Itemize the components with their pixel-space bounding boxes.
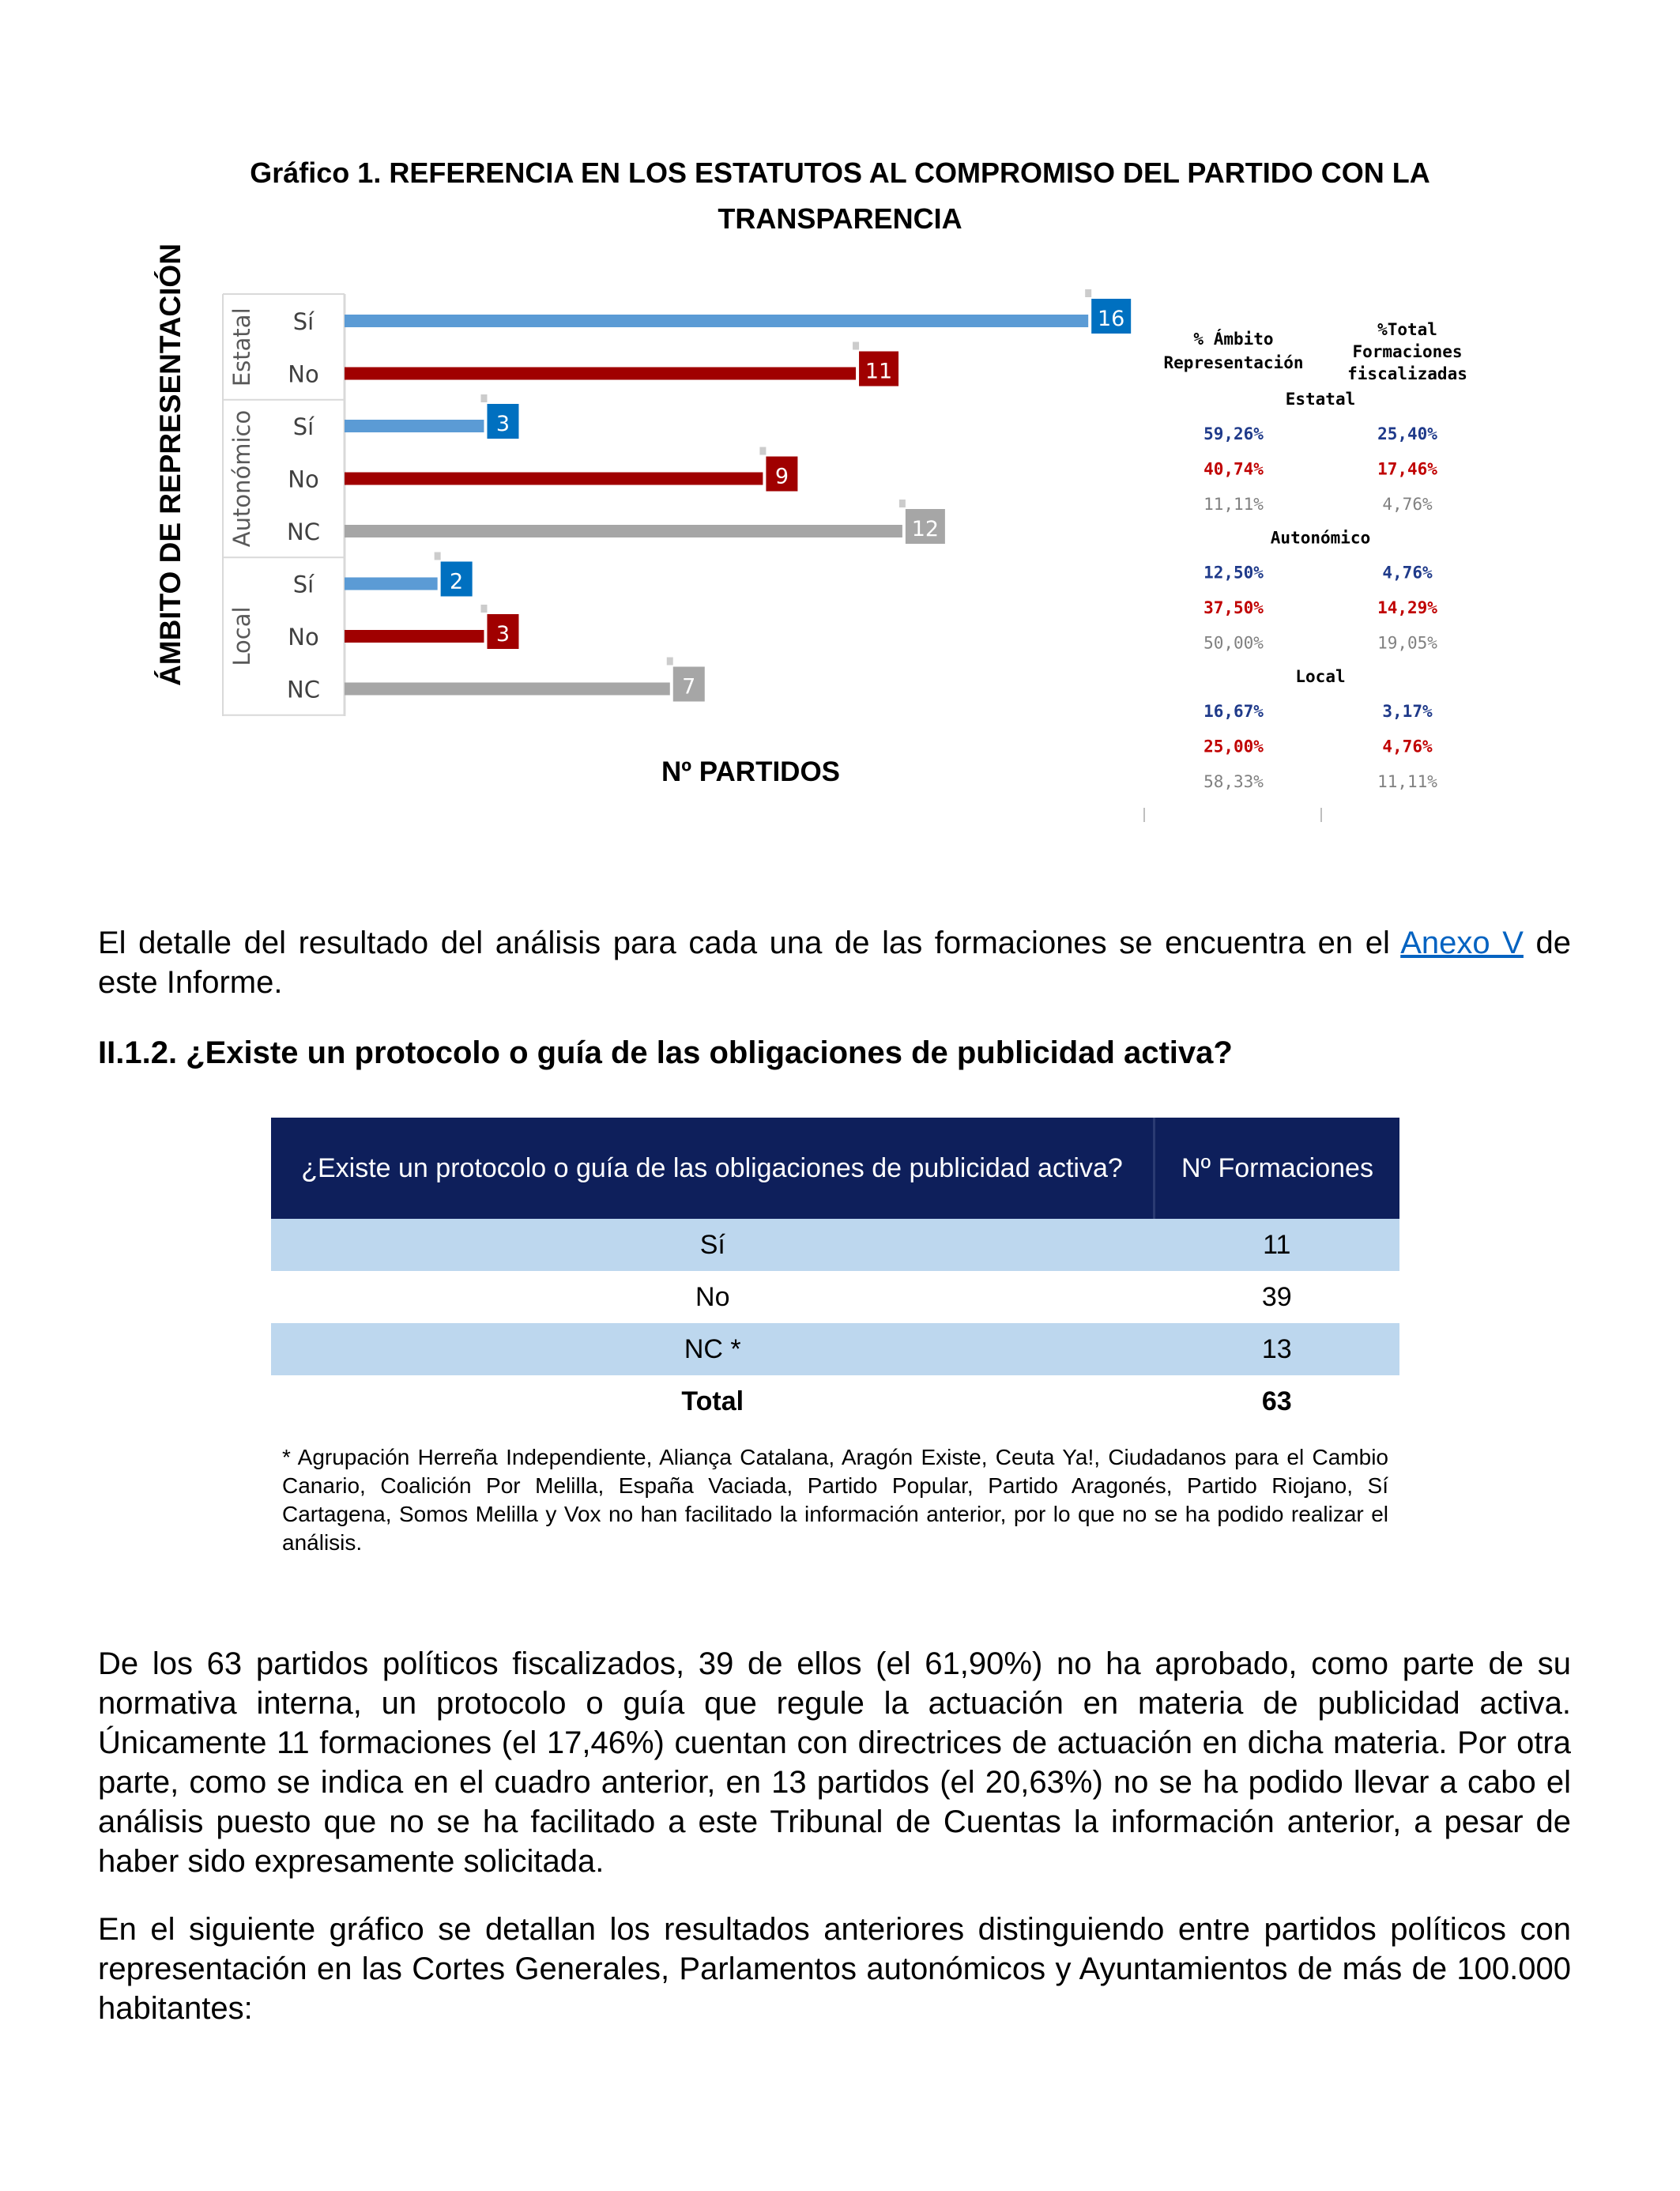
table-cell-value: 13	[1155, 1323, 1400, 1375]
table-header-row	[271, 1118, 1399, 1219]
bar	[345, 630, 484, 643]
table-row-no	[271, 1271, 1399, 1323]
table-row-si	[271, 1219, 1399, 1271]
bar	[345, 525, 902, 537]
bar	[345, 578, 438, 590]
x-axis-title: Nº PARTIDOS	[661, 756, 841, 787]
table-cell-label: Sí	[271, 1219, 1155, 1271]
side-header-col2: fiscalizadas	[1347, 364, 1467, 383]
intro-paragraph	[98, 923, 1571, 1002]
data-label: 7	[682, 674, 696, 700]
table-footnote: * Agrupación Herreña Independiente, Aliança Catalana, Aragón Existe, Ceuta Ya!, Ciudadanos para el Cambio Canario, Coalición Por Melilla, España Vaciada, Partido Popular, Partido Aragonés, Partido Riojano, Sí Cartagena, Somos Melilla y Vox no han facilitado la información anterior, por lo que no se ha podido realizar el análisis.	[282, 1445, 1388, 1555]
table-cell-value: 11	[1155, 1219, 1400, 1271]
data-label: 12	[911, 517, 940, 541]
data-label: 3	[495, 622, 510, 647]
bar-label-tick	[480, 605, 487, 613]
side-pct-ambito: 12,50%	[1203, 563, 1264, 583]
table-cell-label: NC *	[271, 1323, 1155, 1375]
side-pct-total: 4,76%	[1382, 563, 1433, 583]
category-label: Sí	[292, 571, 315, 598]
data-label: 16	[1097, 307, 1125, 331]
bar-label-tick	[899, 500, 906, 507]
side-pct-ambito: 16,67%	[1203, 702, 1264, 721]
category-label: Sí	[292, 413, 315, 440]
side-pct-ambito: 59,26%	[1203, 424, 1264, 443]
data-label: 11	[864, 359, 893, 384]
side-section-title: Autonómico	[1270, 528, 1371, 548]
bar-label-tick	[853, 342, 859, 350]
bar-label-tick	[759, 447, 766, 455]
side-pct-ambito: 11,11%	[1203, 495, 1264, 514]
data-label: 2	[450, 569, 464, 594]
bar	[345, 473, 763, 485]
section-heading: II.1.2. ¿Existe un protocolo o guía de las obligaciones de publicidad activa?	[98, 1035, 1233, 1070]
side-pct-total: 4,76%	[1382, 737, 1433, 756]
group-label: Estatal	[228, 307, 255, 387]
side-pct-total: 14,29%	[1377, 598, 1437, 617]
bar-label-tick	[480, 394, 487, 402]
body-paragraph-1: De los 63 partidos políticos fiscalizados, 39 de ellos (el 61,90%) no ha aprobado, como parte de su normativa interna, un protocolo o guía que regule la actuación en materia de publicidad activa. Únicamente 11 formaciones (el 17,46%) cuentan con directrices de actuación en dicha materia. Por otra parte, como se indica en el cuadro anterior, en 13 partidos (el 20,63%) no se ha podido llevar a cabo el análisis puesto que no se ha facilitado a este Tribunal de Cuentas la información anterior, a pesar de haber sido expresamente solicitada.	[98, 1646, 1571, 1879]
side-pct-total: 11,11%	[1377, 772, 1437, 791]
side-header-col1: Representación	[1163, 353, 1304, 372]
data-label: 3	[495, 412, 510, 436]
bar	[345, 315, 1088, 327]
side-pct-ambito: 58,33%	[1203, 772, 1264, 791]
bar-chart	[0, 0, 1680, 854]
table-header-count: Nº Formaciones	[1155, 1118, 1400, 1219]
group-label: Autonómico	[228, 409, 255, 548]
data-label: 9	[774, 464, 789, 489]
category-label: No	[288, 360, 319, 388]
bar	[345, 683, 670, 696]
chart-title-line1: Gráfico 1. REFERENCIA EN LOS ESTATUTOS AL COMPROMISO DEL PARTIDO CON LA	[250, 156, 1430, 189]
side-pct-ambito: 37,50%	[1203, 598, 1264, 617]
table-cell-value: 39	[1261, 1281, 1292, 1312]
anexo-link[interactable]: Anexo V	[1400, 926, 1524, 960]
protocol-table	[271, 1118, 1399, 1427]
bar	[345, 420, 484, 432]
intro-text-end: de este Informe.	[98, 926, 1572, 1000]
side-section-title: Local	[1295, 667, 1346, 686]
side-header-col1: % Ámbito	[1193, 330, 1274, 349]
table-row-total	[271, 1375, 1399, 1427]
side-header-col2: %Total	[1377, 320, 1437, 339]
group-label: Local	[228, 606, 255, 666]
chart-title-line2: TRANSPARENCIA	[718, 202, 962, 235]
side-pct-total: 19,05%	[1377, 633, 1437, 653]
table-cell-value: 63	[1261, 1386, 1292, 1416]
bar	[345, 368, 856, 380]
category-label: No	[288, 624, 319, 651]
bar-label-tick	[435, 552, 441, 560]
body-paragraph-2: En el siguiente gráfico se detallan los resultados anteriores distinguiendo entre partidos políticos con representación en las Cortes Generales, Parlamentos autonómicos y Ayuntamientos de más de 100.000 habitantes:	[98, 1912, 1571, 2026]
category-label: Sí	[292, 308, 315, 335]
category-label: NC	[287, 519, 320, 545]
category-label: No	[288, 466, 319, 493]
side-pct-ambito: 25,00%	[1203, 737, 1264, 756]
side-pct-total: 25,40%	[1377, 424, 1437, 443]
table-row-nc	[271, 1323, 1399, 1375]
side-pct-ambito: 50,00%	[1203, 633, 1264, 653]
y-axis-title: ÁMBITO DE REPRESENTACIÓN	[154, 243, 186, 686]
table-header-question: ¿Existe un protocolo o guía de las obligaciones de publicidad activa?	[271, 1118, 1155, 1219]
bar-label-tick	[667, 658, 673, 666]
side-pct-total: 17,46%	[1377, 459, 1437, 479]
side-pct-total: 3,17%	[1382, 702, 1433, 721]
table-cell-label: No	[695, 1281, 730, 1312]
intro-text: El detalle del resultado del análisis para cada una de las formaciones se encuentra en el	[98, 926, 1401, 960]
side-pct-total: 4,76%	[1382, 495, 1433, 514]
table-cell-label: Total	[681, 1386, 744, 1416]
bar-label-tick	[1085, 289, 1091, 297]
side-pct-ambito: 40,74%	[1203, 459, 1264, 479]
side-header-col2: Formaciones	[1352, 342, 1463, 361]
category-label: NC	[287, 676, 320, 703]
side-section-title: Estatal	[1285, 390, 1356, 409]
